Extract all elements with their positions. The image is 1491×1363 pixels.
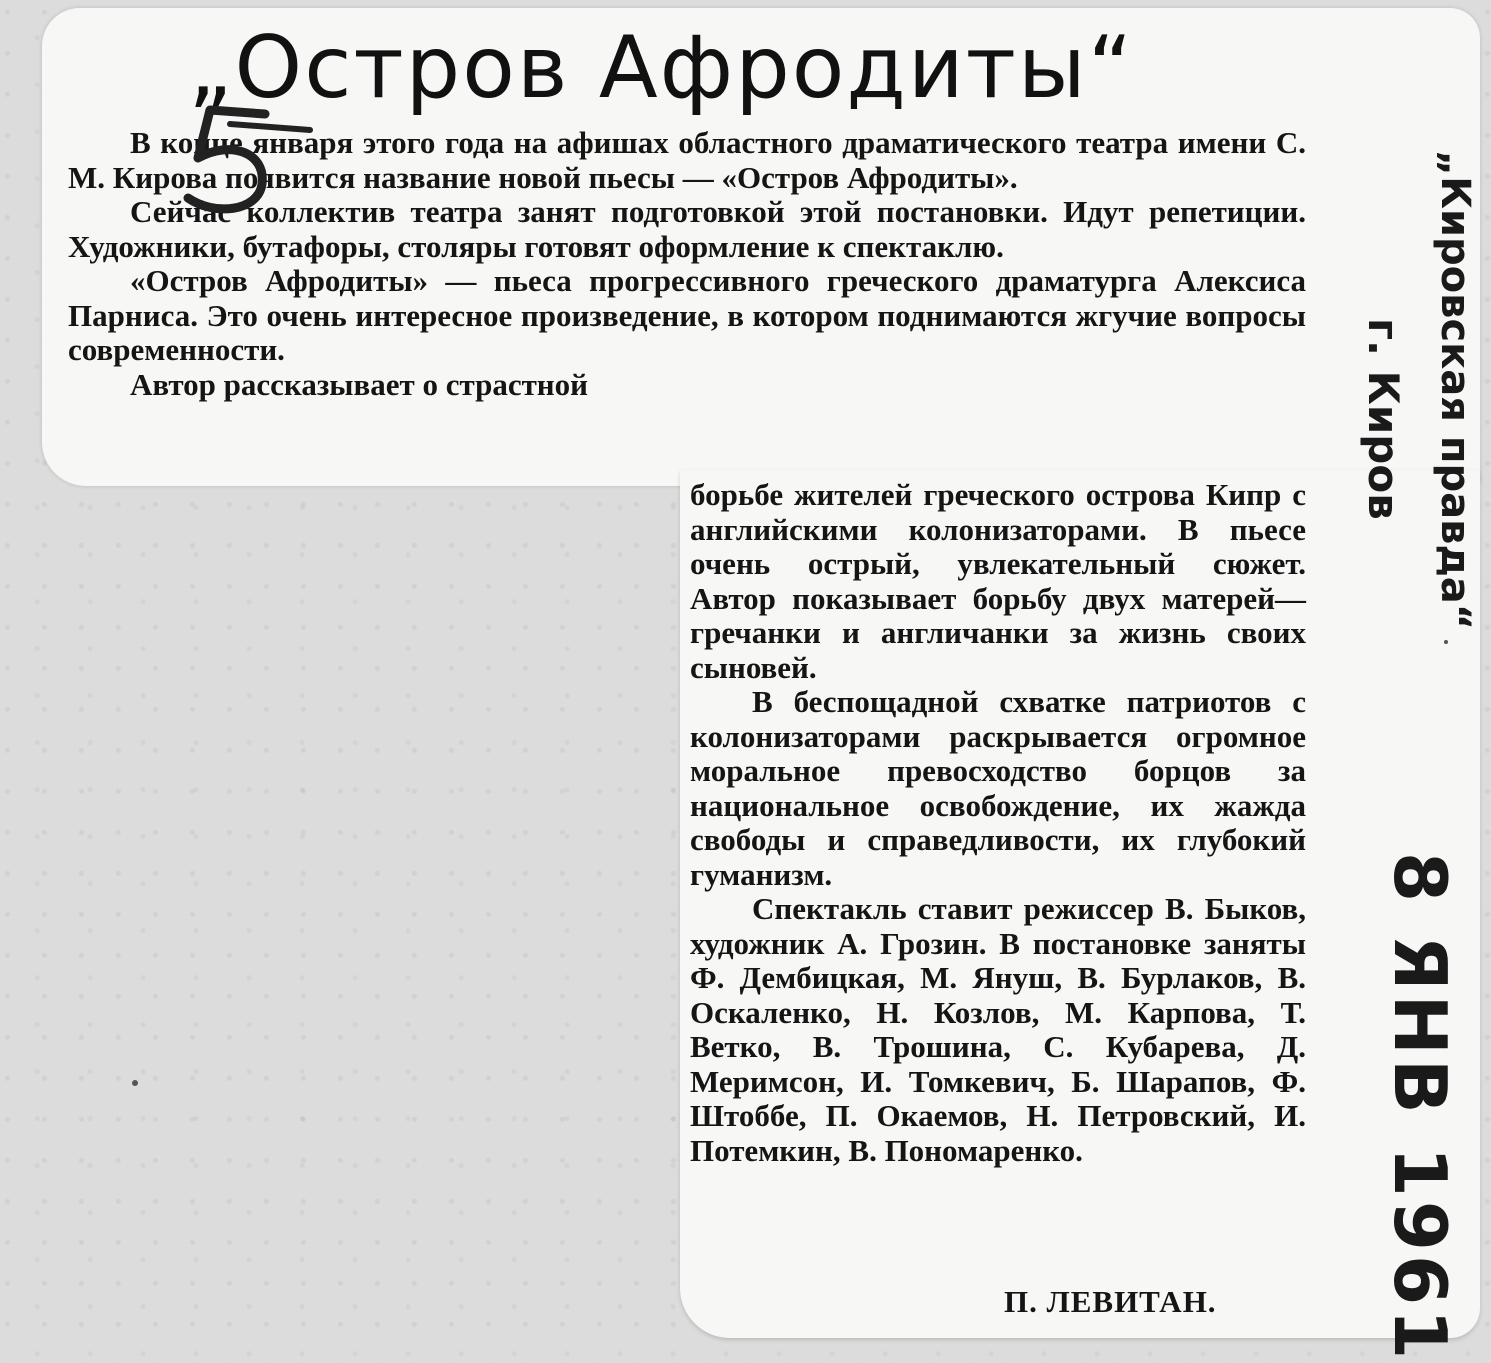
scan-speck [132, 1080, 138, 1086]
stamp-newspaper-name: „Кировская правда“ [1432, 150, 1478, 631]
scan-speck [1444, 640, 1448, 644]
article-paragraph: Автор рассказывает о страстной [130, 366, 589, 402]
article-author-signature: П. ЛЕВИТАН. [1004, 1284, 1217, 1319]
article-paragraph: Сейчас коллектив театра занят подготовкой этой постановки. Идут репетиции. Художники, бутафоры, столяры готовят оформление к спектаклю. [68, 194, 1306, 264]
article-paragraph: Спектакль ставит режиссер В. Быков, художник А. Грозин. В постановке заняты Ф. Дембицкая, М. Януш, В. Бурлаков, В. Оскаленко, Н. Козлов, М. Карпова, Т. Ветко, В. Трошина, С. Кубарева, Д. Меримсон, И. Томкевич, Б. Шарапов, Ф. Штоббе, П. Окаемов, Н. Петровский, И. Потемкин, В. Пономаренко. [690, 891, 1306, 1168]
article-paragraph: В беспощадной схватке патриотов с колонизаторами раскрывается огромное моральное превосходство борцов за национальное освобождение, их жажда свободы и справедливости, их глубокий гуманизм. [690, 684, 1306, 892]
article-paragraph: борьбе жителей греческого острова Кипр с английскими колонизаторами. В пьесе очень острый, увлекательный сюжет. Автор показывает борьбу двух матерей—гречанки и англичанки за жизнь своих сыновей. [690, 477, 1306, 685]
article-paragraph: В конце января этого года на афишах областного драматического театра имени С. М. Кирова появится название новой пьесы — «Остров Афродиты». [68, 125, 1306, 195]
stamp-date: 8 ЯНВ 1961 [1378, 852, 1462, 1363]
article-body-column [690, 478, 1306, 1168]
article-paragraph: «Остров Афродиты» — пьеса прогрессивного греческого драматурга Алексиса Парниса. Это очень интересное произведение, в котором поднимаются жгучие вопросы современности. [68, 263, 1306, 367]
handwritten-number-mark [170, 100, 320, 220]
article-headline: „Остров Афродиты“ [188, 18, 1135, 118]
stamp-city: г. Киров [1359, 318, 1408, 520]
